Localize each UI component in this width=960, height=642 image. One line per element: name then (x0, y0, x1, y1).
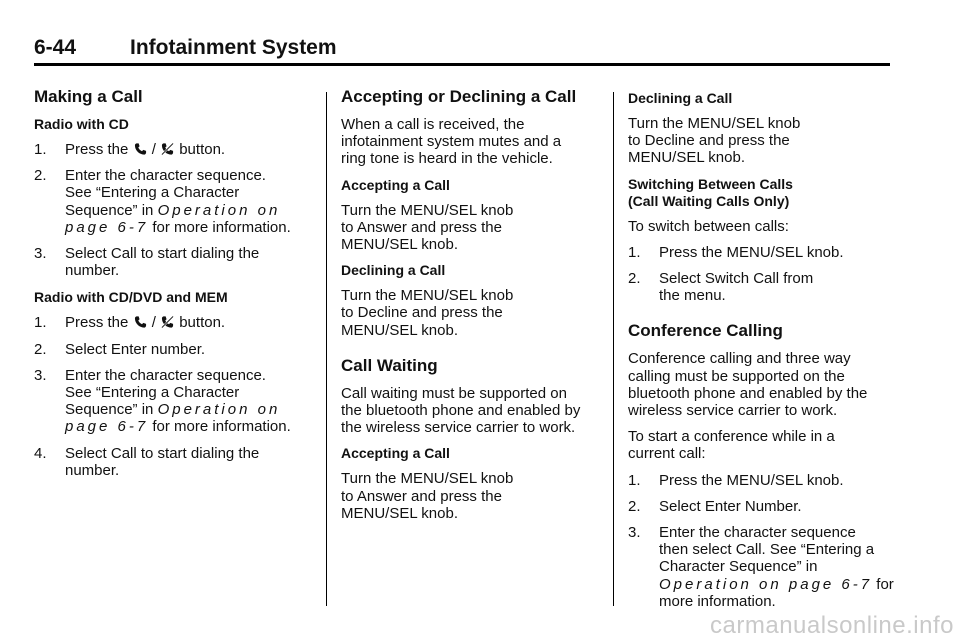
subhead-radio-cd: Radio with CD (34, 116, 129, 132)
list-item: 2. Select Enter number. (34, 340, 206, 358)
cross-reference-link: Operation on (157, 401, 281, 419)
list-item: 2. Select Enter Number. (628, 497, 802, 515)
heading-conference-calling: Conference Calling (628, 321, 783, 341)
paragraph: Turn the MENU/SEL knob to Decline and press the MENU/SEL knob. (628, 115, 801, 167)
list-item: 1. Press the MENU/SEL knob. (628, 471, 844, 489)
list-item: 1. Press the MENU/SEL knob. (628, 243, 844, 261)
subhead-radio-cd-dvd: Radio with CD/DVD and MEM (34, 289, 228, 306)
paragraph: Turn the MENU/SEL knob to Decline and press the MENU/SEL knob. (341, 287, 514, 339)
subhead-declining: Declining a Call (341, 262, 446, 279)
column-1 (34, 86, 310, 489)
list-item: 3. Select Call to start dialing the number. (34, 245, 260, 280)
column-2 (341, 86, 605, 531)
list-item: 3. Enter the character sequence. See “Entering a Character Sequence” in Operation on page 6-7 for more information. (34, 366, 291, 436)
paragraph: Call waiting must be supported on the bluetooth phone and enabled by the wireless service carrier to work. (341, 384, 581, 437)
heading-call-waiting: Call Waiting (341, 355, 438, 375)
list-item: 1. Press the / button. (34, 141, 226, 158)
subhead-switching: Switching Between Calls (Call Waiting Calls Only) (628, 175, 793, 209)
list-item: 2. Select Switch Call from the menu. (628, 270, 814, 305)
paragraph: When a call is received, the infotainment system mutes and a ring tone is heard in the vehicle. (341, 116, 562, 168)
subhead-declining: Declining a Call (628, 90, 733, 106)
subhead-accepting: Accepting a Call (341, 176, 450, 193)
phone-end-icon (161, 315, 174, 329)
cross-reference-link: Operation on page 6-7 (659, 575, 873, 593)
steps-radio-cd (34, 141, 310, 279)
section-title: Infotainment System (130, 36, 337, 59)
phone-call-icon (134, 315, 147, 329)
paragraph: Turn the MENU/SEL knob to Answer and press the MENU/SEL knob. (341, 470, 514, 522)
cross-reference-link: Operation on (157, 201, 281, 219)
paragraph: Conference calling and three way calling must be supported on the bluetooth phone and enabled by the wireless service carrier to work. (628, 350, 868, 420)
list-item: 3. Enter the character sequence then select Call. See “Entering a Character Sequence” in Operation on page 6-7 for more information. (628, 524, 894, 610)
paragraph: To switch between calls: (628, 217, 789, 235)
column-divider (326, 92, 327, 606)
paragraph: To start a conference while in a current call: (628, 428, 835, 463)
paragraph: Turn the MENU/SEL knob to Answer and press the MENU/SEL knob. (341, 201, 514, 254)
column-3 (628, 86, 896, 620)
list-item: 4. Select Call to start dialing the number. (34, 444, 260, 479)
page-number: 6-44 (34, 36, 77, 59)
subhead-accepting: Accepting a Call (341, 445, 450, 462)
phone-end-icon (161, 142, 174, 156)
cross-reference-page: page 6-7 (65, 418, 149, 436)
steps-conference (628, 472, 896, 610)
steps-radio-cd-dvd (34, 314, 310, 479)
list-item: 2. Enter the character sequence. See “Entering a Character Sequence” in Operation on page 6-7 for more information. (34, 167, 291, 236)
page-header (34, 32, 890, 66)
cross-reference-page: page 6-7 (65, 218, 149, 236)
phone-call-icon (134, 142, 147, 156)
heading-making-a-call: Making a Call (34, 87, 143, 106)
column-divider (613, 92, 614, 606)
header-rule (34, 63, 890, 66)
list-item: 1. Press the / button. (34, 314, 226, 332)
steps-switching (628, 244, 896, 305)
heading-accepting-declining: Accepting or Declining a Call (341, 87, 577, 106)
watermark: carmanualsonline.info (710, 612, 954, 639)
